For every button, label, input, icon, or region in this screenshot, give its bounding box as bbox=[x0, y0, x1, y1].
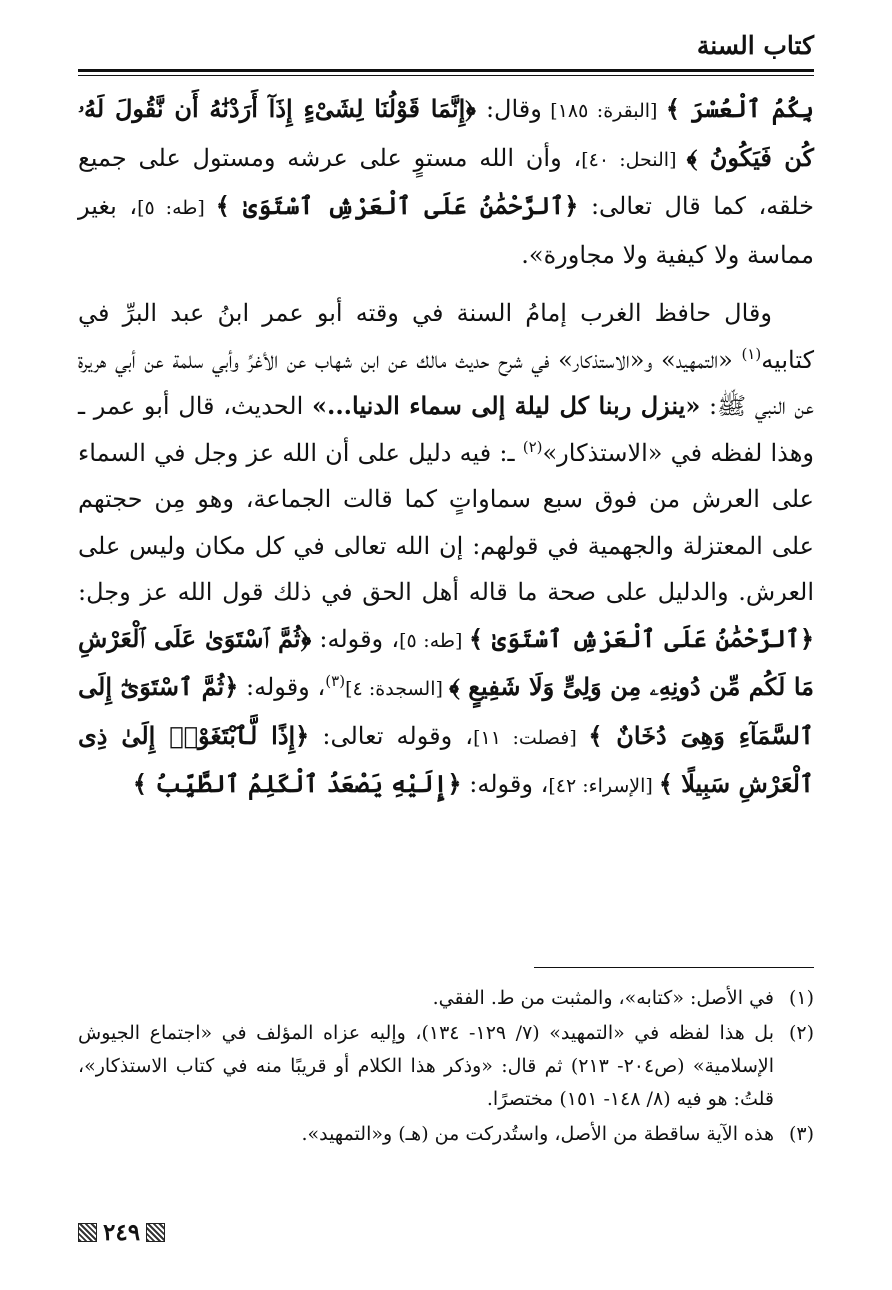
quran-verse: ﴿إِذًا لَّٱبْتَغَوْا۟ إِلَىٰ ذِى ٱلْعَرْشِ سَبِيلًا ﴾ bbox=[78, 720, 814, 798]
main-text bbox=[78, 86, 814, 810]
ornament-icon bbox=[78, 1223, 97, 1242]
footnote-2 bbox=[78, 1017, 814, 1116]
quran-verse: ﴿إِلَيْهِ يَصْعَدُ ٱلْكَلِمُ ٱلطَّيِّبُ ﴾ bbox=[132, 769, 462, 798]
hadith-quote: «ينزل ربنا كل ليلة إلى سماء الدنيا...» bbox=[311, 391, 701, 420]
footnote-marker: (١) bbox=[741, 344, 762, 363]
verse-reference: [السجدة: ٤] bbox=[345, 678, 450, 700]
footnote-text: في الأصل: «كتابه»، والمثبت من ط. الفقي. bbox=[432, 987, 774, 1009]
footnote-number: (٢) bbox=[788, 1022, 814, 1044]
footnote-separator bbox=[534, 967, 814, 968]
quran-verse: ﴿ثُمَّ ٱسْتَوَىٰ عَلَى ٱلْعَرْشِ مَا لَكُم مِّن دُونِهِۦ مِن وَلِىٍّ وَلَا شَفِيعٍ ﴾ bbox=[78, 623, 815, 701]
quran-verse: ﴿ٱلرَّحْمَٰنُ عَلَى ٱلْعَرْشِ ٱسْتَوَىٰ ﴾ bbox=[215, 191, 579, 220]
header-rule-thin bbox=[78, 75, 814, 76]
footnote-text: بل هذا لفظه في «التمهيد» (٧/ ١٢٩- ١٣٤)، وإليه عزاه المؤلف في «اجتماع الجيوش الإسلامية» (ص٢٠٤- ٢١٣) ثم قال: «وذكر هذا الكلام أو قريبًا منه في كتاب الاستذكار»، قلتُ: هو فيه (٨/ ١٤٨- ١٥١) مختصرًا. bbox=[78, 1022, 774, 1110]
text-run: ، بغير مماسة ولا كيفية ولا مجاورة». bbox=[78, 192, 814, 269]
footnotes bbox=[78, 982, 814, 1153]
verse-reference: [فصلت: ١١] bbox=[473, 726, 589, 749]
verse-reference: [الإسراء: ٤٢] bbox=[548, 775, 659, 797]
quran-verse: ﴿ٱلرَّحْمَٰنُ عَلَى ٱلْعَرْشِ ٱسْتَوَىٰ ﴾ bbox=[469, 623, 815, 653]
paragraph-1 bbox=[78, 86, 814, 278]
page-number-block bbox=[78, 1219, 165, 1246]
quran-verse: بِكُمُ ٱلْعُسْرَ ﴾ bbox=[665, 94, 814, 123]
footnote-3 bbox=[78, 1118, 814, 1151]
quran-verse: ﴿إِنَّمَا قَوْلُنَا لِشَىْءٍ إِذَآ أَرَدْنَٰهُ أَن نَّقُولَ لَهُۥ كُن فَيَكُونُ ﴾ bbox=[78, 94, 814, 172]
ornament-icon bbox=[146, 1223, 165, 1242]
text-run: ، وقوله: bbox=[461, 770, 549, 798]
footnote-marker: (٣) bbox=[325, 672, 346, 690]
footnote-number: (٣) bbox=[788, 1123, 814, 1145]
text-run: الحديث، قال أبو عمر ـ وهذا لفظه في «الاستذكار» bbox=[78, 392, 814, 467]
text-run: وقال حافظ الغرب إمامُ السنة في وقته أبو عمر ابنُ عبد البرِّ في كتابيه bbox=[78, 299, 814, 374]
text-run: «التمهيد» و«الاستذكار» في شرح حديث مالك عن ابن شهاب عن الأغرِّ وأبي سلمة عن أبي هريرة عن النبي ﷺ: bbox=[78, 345, 814, 420]
text-run: ـ: فيه دليل على أن الله عز وجل في السماء على العرش من فوق سبع سماواتٍ كما قالت الجماعة، وهو مِن حجتهم على المعتزلة والجهمية في قولهم: إن الله تعالى في كل مكان وليس على العرش. والدليل على صحة ما قاله أهل الحق في ذلك قول الله عز وجل: bbox=[78, 438, 814, 606]
verse-reference: [طه: ٥] bbox=[399, 629, 470, 652]
footnote-1 bbox=[78, 982, 814, 1015]
running-header-title: كتاب السنة bbox=[696, 31, 814, 60]
text-run: ، وقوله: bbox=[238, 673, 326, 701]
text-run: ، وأن الله مستوٍ على عرشه ومستول على جميع خلقه، كما قال تعالى: bbox=[78, 143, 815, 220]
footnote-number: (١) bbox=[788, 987, 814, 1009]
header-rule-thick bbox=[78, 69, 814, 72]
text-run: وقال: bbox=[475, 95, 542, 123]
footnote-marker: (٢) bbox=[522, 437, 543, 456]
verse-reference: [طه: ٥] bbox=[137, 197, 216, 219]
paragraph-2 bbox=[78, 290, 814, 810]
text-run: ، وقوله: bbox=[311, 624, 400, 653]
verse-reference: [النحل: ٤٠] bbox=[581, 148, 687, 171]
footnote-text: هذه الآية ساقطة من الأصل، واستُدركت من (هـ) و«التمهيد». bbox=[301, 1123, 774, 1145]
text-run: ، وقوله تعالى: bbox=[309, 721, 474, 750]
verse-reference: [البقرة: ١٨٥] bbox=[541, 100, 666, 122]
page-number: ٢٤٩ bbox=[103, 1219, 141, 1246]
quran-verse: ﴿ثُمَّ ٱسْتَوَىٰٓ إِلَى ٱلسَّمَآءِ وَهِىَ دُخَانٌ ﴾ bbox=[78, 672, 814, 750]
